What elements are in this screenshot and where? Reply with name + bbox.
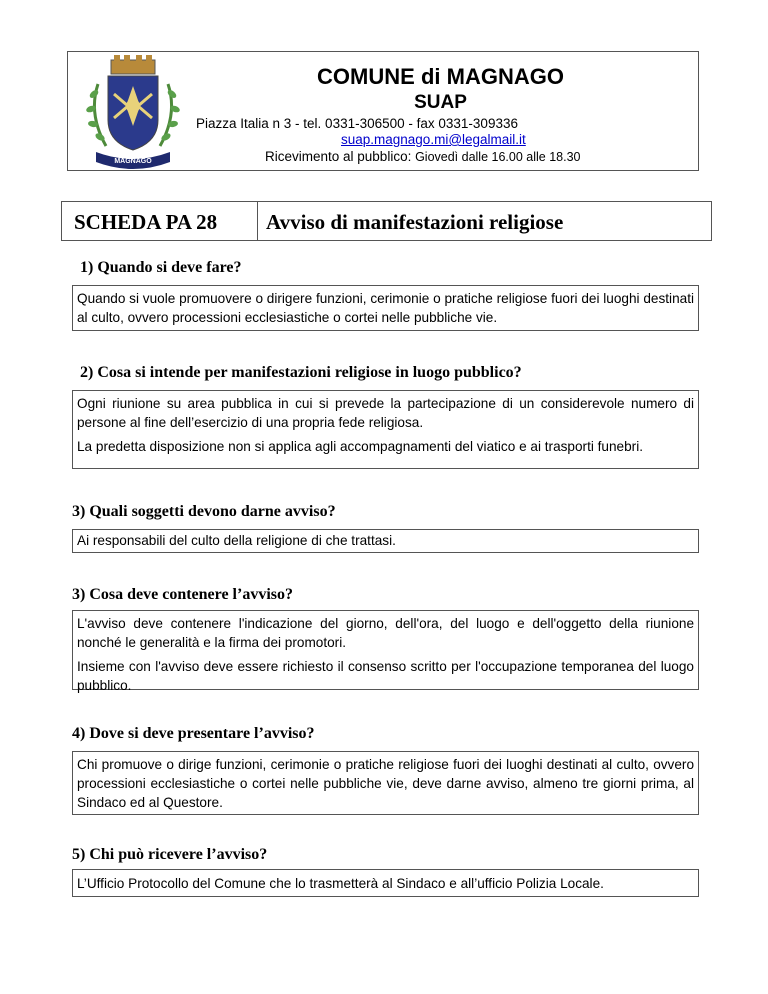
answer-6 — [72, 869, 699, 897]
email-link[interactable]: suap.magnago.mi@legalmail.it — [341, 132, 526, 147]
question-2: 2) Cosa si intende per manifestazioni religiose in luogo pubblico? — [80, 364, 522, 381]
answer-2-text-2: La predetta disposizione non si applica agli accompagnamenti del viatico e ai trasporti funebri. — [77, 439, 643, 454]
answer-3 — [72, 529, 699, 553]
answer-2-text-1: Ogni riunione su area pubblica in cui si prevede la partecipazione di un considerevole numero di persone al fine dell’esercizio di una propria fede religiosa. — [77, 396, 694, 430]
svg-text:MAGNAGO: MAGNAGO — [114, 158, 152, 165]
answer-1-text: Quando si vuole promuovere o dirigere funzioni, cerimonie o pratiche religiose fuori dei luoghi destinati al culto, ovvero processioni ecclesiastiche o cortei nelle pubbliche vie. — [77, 291, 694, 325]
answer-5 — [72, 751, 699, 815]
answer-5-text: Chi promuove o dirige funzioni, cerimonie o pratiche religiose fuori dei luoghi destinati al culto, ovvero processioni ecclesiastiche o cortei nelle pubbliche vie, deve darne avviso, almeno tre giorni prima, al Sindaco ed al Questore. — [77, 757, 694, 810]
question-3: 3) Quali soggetti devono darne avviso? — [72, 503, 336, 520]
office-subtitle: SUAP — [414, 92, 467, 113]
header-box — [67, 51, 699, 171]
office-address: Piazza Italia n 3 - tel. 0331-306500 - fax 0331-309336 — [196, 116, 518, 131]
scheda-header — [61, 201, 712, 241]
answer-2 — [72, 390, 699, 469]
question-4: 3) Cosa deve contenere l’avviso? — [72, 586, 293, 603]
question-1: 1) Quando si deve fare? — [80, 259, 242, 276]
scheda-code: SCHEDA PA 28 — [62, 202, 258, 240]
municipality-title: COMUNE di MAGNAGO — [317, 64, 564, 89]
question-5: 4) Dove si deve presentare l’avviso? — [72, 725, 315, 742]
answer-4-text-2: Insieme con l'avviso deve essere richiesto il consenso scritto per l'occupazione temporanea del luogo pubblico. — [77, 659, 694, 693]
question-6: 5) Chi può ricevere l’avviso? — [72, 846, 268, 863]
answer-6-text: L’Ufficio Protocollo del Comune che lo trasmetterà al Sindaco e all’ufficio Polizia Locale. — [77, 876, 604, 891]
answer-4 — [72, 610, 699, 693]
office-hours: Ricevimento al pubblico: Giovedì dalle 16.00 alle 18.30 — [265, 149, 581, 164]
answer-3-text: Ai responsabili del culto della religione di che trattasi. — [77, 533, 396, 548]
answer-4-text-1: L'avviso deve contenere l'indicazione del giorno, dell'ora, del luogo e dell'oggetto della riunione nonché le generalità e la firma dei promotori. — [77, 616, 694, 650]
scheda-title: Avviso di manifestazioni religiose — [266, 210, 564, 234]
answer-1 — [72, 285, 699, 331]
